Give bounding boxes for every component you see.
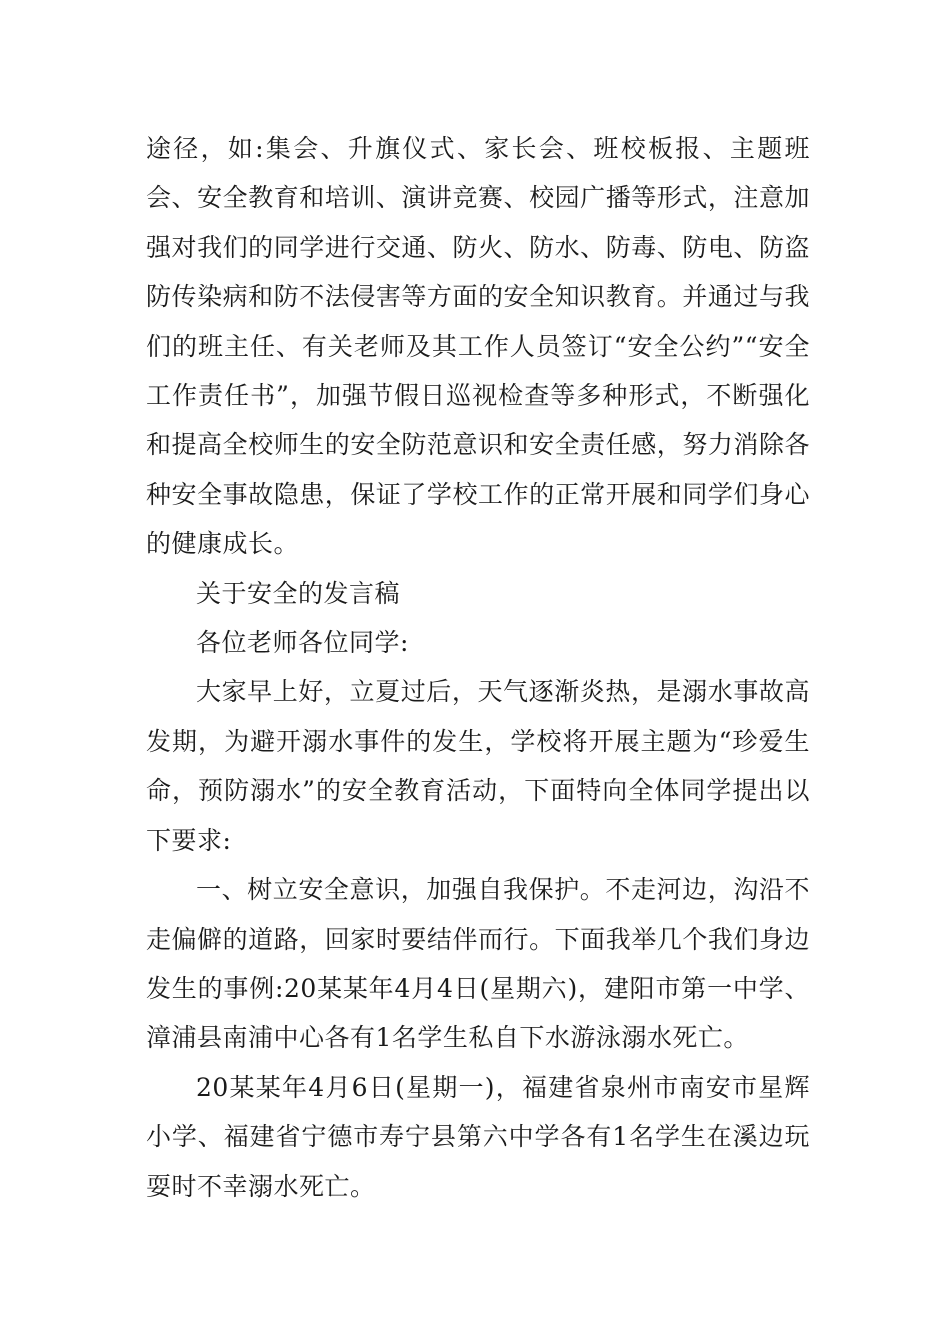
paragraph-incident-example: 20某某年4月6日(星期一)，福建省泉州市南安市星辉小学、福建省宁德市寿宁县第六中学各有1名学生在溪边玩耍时不幸溺水死亡。: [146, 1072, 810, 1201]
speech-title: 关于安全的发言稿: [196, 578, 401, 608]
document-body: [146, 124, 810, 1211]
paragraph-safety-education-channels: 途径，如:集会、升旗仪式、家长会、班校板报、主题班会、安全教育和培训、演讲竞赛、校园广播等形式，注意加强对我们的同学进行交通、防火、防水、防毒、防电、防盗防传染病和防不法侵害等方面的安全知识教育。并通过与我们的班主任、有关老师及其工作人员签订“安全公约”“安全工作责任书”，加强节假日巡视检查等多种形式，不断强化和提高全校师生的安全防范意识和安全责任感，努力消除各种安全事故隐患，保证了学校工作的正常开展和同学们身心的健康成长。: [146, 134, 810, 559]
paragraph-greeting: 大家早上好，立夏过后，天气逐渐炎热，是溺水事故高发期，为避开溺水事件的发生，学校将开展主题为“珍爱生命，预防溺水”的安全教育活动，下面特向全体同学提出以下要求:: [146, 677, 810, 855]
speech-salutation: 各位老师各位同学:: [196, 628, 409, 658]
paragraph-requirement-one: 一、树立安全意识，加强自我保护。不走河边，沟沿不走偏僻的道路，回家时要结伴而行。下面我举几个我们身边发生的事例:20某某年4月4日(星期六)，建阳市第一中学、漳浦县南浦中心各有1名学生私自下水游泳溺水死亡。: [146, 875, 810, 1053]
